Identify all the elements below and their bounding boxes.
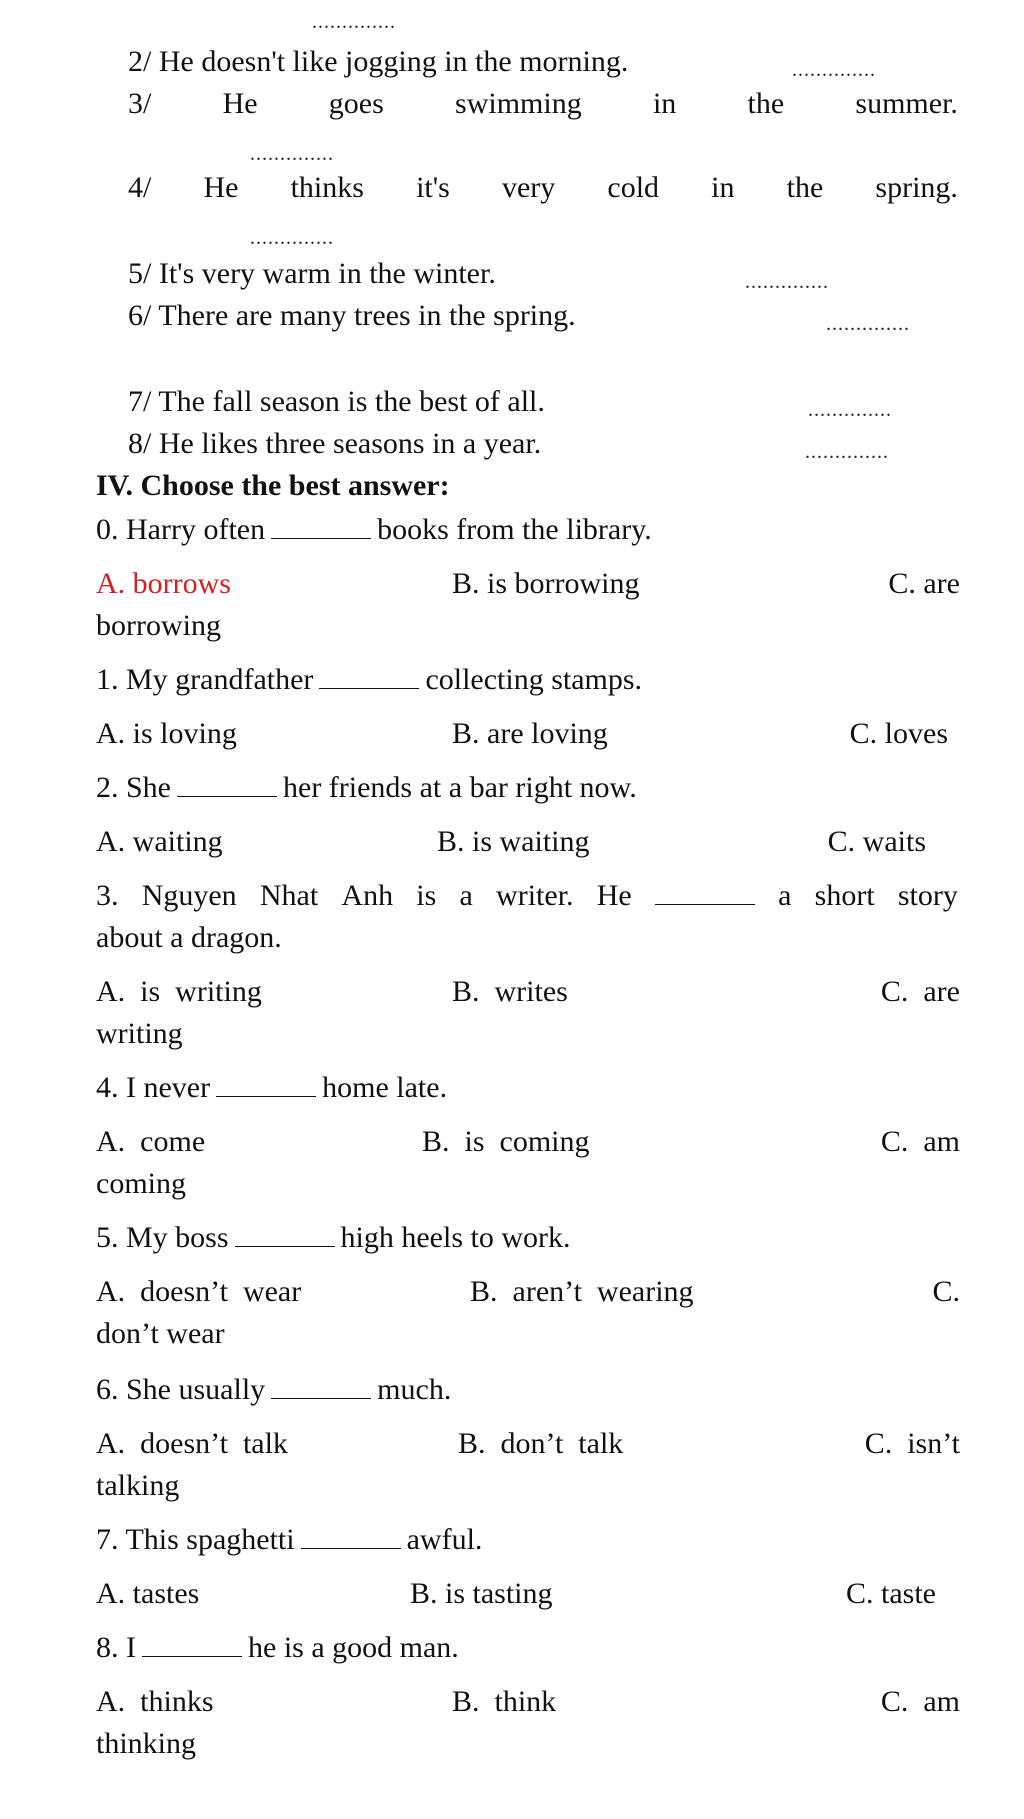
option-4-b: B. is coming xyxy=(422,1125,590,1158)
item-3-w3: swimming xyxy=(455,87,582,120)
item-8-text: He likes three seasons in a year. xyxy=(158,427,542,460)
question-8 xyxy=(96,1630,459,1666)
question-5-blank xyxy=(235,1220,335,1247)
option-5-c-wrap: don’t wear xyxy=(96,1317,225,1350)
question-0-blank xyxy=(271,512,371,539)
option-3-a: A. is writing xyxy=(96,975,262,1008)
question-3-wrap: about a dragon. xyxy=(96,921,282,954)
item-7-text: The fall season is the best of all. xyxy=(158,385,545,418)
question-3-w8: a xyxy=(778,879,792,912)
item-2-num: 2/ xyxy=(128,45,152,78)
option-4-c: C. am xyxy=(880,1125,960,1158)
item-3-w2: goes xyxy=(328,87,384,120)
option-3-c: C. are xyxy=(880,975,960,1008)
question-6-stem: 6. She usually xyxy=(96,1373,266,1406)
item-6-text: There are many trees in the spring. xyxy=(158,299,576,332)
question-6-blank xyxy=(271,1372,371,1399)
option-7-b: B. is tasting xyxy=(410,1577,553,1610)
item-8-dots: .............. xyxy=(805,441,889,463)
option-2-c: C. waits xyxy=(827,825,926,858)
question-4-blank xyxy=(216,1070,316,1097)
item-3-w5: the xyxy=(747,87,785,120)
item-4-w5: cold xyxy=(607,171,660,204)
item-8 xyxy=(128,426,541,462)
item-7 xyxy=(128,384,545,420)
item-4-w2: thinks xyxy=(290,171,364,204)
question-8-blank xyxy=(142,1630,242,1657)
option-7-a: A. tastes xyxy=(96,1577,200,1610)
question-3-w9: short xyxy=(814,879,875,912)
option-0-a-correct: A. borrows xyxy=(96,567,231,600)
option-3-c-wrap: writing xyxy=(96,1017,183,1050)
question-3 xyxy=(96,878,958,914)
question-4-stem: 4. I never xyxy=(96,1071,211,1104)
option-5-c: C. xyxy=(932,1275,960,1308)
option-6-b: B. don’t talk xyxy=(458,1427,624,1460)
question-0 xyxy=(96,512,652,548)
item-4-w7: the xyxy=(786,171,824,204)
item-7-num: 7/ xyxy=(128,385,152,418)
option-7-c: C. taste xyxy=(846,1577,936,1610)
option-1-c: C. loves xyxy=(849,717,948,750)
option-5-b: B. aren’t wearing xyxy=(470,1275,694,1308)
item-4-w1: He xyxy=(203,171,239,204)
item-3-w6: summer. xyxy=(855,87,958,120)
question-3-w1: Nguyen xyxy=(141,879,237,912)
answer-dots-top: .............. xyxy=(312,11,396,33)
item-4-w8: spring. xyxy=(875,171,958,204)
option-6-c-wrap: talking xyxy=(96,1469,180,1502)
option-1-a: A. is loving xyxy=(96,717,237,750)
option-1-b: B. are loving xyxy=(452,717,608,750)
item-2 xyxy=(128,44,628,80)
option-2-b: B. is waiting xyxy=(437,825,590,858)
item-6-dots: .............. xyxy=(826,313,910,335)
question-6 xyxy=(96,1372,451,1408)
question-3-w5: a xyxy=(459,879,473,912)
item-5-text: It's very warm in the winter. xyxy=(158,257,496,290)
option-8-a: A. thinks xyxy=(96,1685,214,1718)
item-4-w6: in xyxy=(711,171,735,204)
question-2-stem: 2. She xyxy=(96,771,171,804)
question-2 xyxy=(96,770,637,806)
question-7-blank xyxy=(301,1522,401,1549)
question-0-stem: 0. Harry often xyxy=(96,513,266,546)
option-0-c-wrap: borrowing xyxy=(96,609,221,642)
item-5-dots: .............. xyxy=(745,271,829,293)
question-8-stem: 8. I xyxy=(96,1631,136,1664)
item-5 xyxy=(128,256,496,292)
item-7-dots: .............. xyxy=(808,399,892,421)
question-0-rest: books from the library. xyxy=(377,513,652,546)
option-8-c-wrap: thinking xyxy=(96,1727,197,1760)
item-4-dots: .............. xyxy=(250,227,334,249)
question-3-w10: story xyxy=(897,879,958,912)
question-7-stem: 7. This spaghetti xyxy=(96,1523,295,1556)
question-3-blank xyxy=(655,878,755,905)
question-1-rest: collecting stamps. xyxy=(425,663,643,696)
item-6-num: 6/ xyxy=(128,299,152,332)
option-0-c: C. are xyxy=(888,567,960,600)
option-3-b: B. writes xyxy=(452,975,568,1008)
option-5-a: A. doesn’t wear xyxy=(96,1275,302,1308)
question-2-rest: her friends at a bar right now. xyxy=(283,771,637,804)
item-8-num: 8/ xyxy=(128,427,152,460)
item-3-dots: .............. xyxy=(250,143,334,165)
cut-off-next-line xyxy=(95,1806,975,1819)
item-3-w0: 3/ xyxy=(128,87,152,120)
option-2-a: A. waiting xyxy=(96,825,223,858)
question-8-rest: he is a good man. xyxy=(248,1631,459,1664)
option-6-a: A. doesn’t talk xyxy=(96,1427,288,1460)
question-6-rest: much. xyxy=(377,1373,452,1406)
item-4-w0: 4/ xyxy=(128,171,152,204)
question-7-rest: awful. xyxy=(406,1523,483,1556)
option-4-c-wrap: coming xyxy=(96,1167,186,1200)
question-5 xyxy=(96,1220,571,1256)
question-3-w3: Anh xyxy=(341,879,394,912)
question-7 xyxy=(96,1522,482,1558)
question-3-w4: is xyxy=(416,879,437,912)
option-8-b: B. think xyxy=(452,1685,557,1718)
question-4 xyxy=(96,1070,447,1106)
option-6-c: C. isn’t xyxy=(864,1427,960,1460)
item-2-text: He doesn't like jogging in the morning. xyxy=(158,45,629,78)
question-2-blank xyxy=(177,770,277,797)
item-4-w4: very xyxy=(501,171,556,204)
question-5-rest: high heels to work. xyxy=(340,1221,571,1254)
item-5-num: 5/ xyxy=(128,257,152,290)
question-5-stem: 5. My boss xyxy=(96,1221,229,1254)
question-3-w7: He xyxy=(596,879,632,912)
question-3-w0: 3. xyxy=(96,879,119,912)
item-3-w4: in xyxy=(652,87,677,120)
item-4 xyxy=(128,170,958,206)
section-heading: IV. Choose the best answer: xyxy=(96,469,450,502)
option-4-a: A. come xyxy=(96,1125,206,1158)
option-8-c: C. am xyxy=(880,1685,960,1718)
item-2-dots: .............. xyxy=(792,59,876,81)
question-3-w2: Nhat xyxy=(259,879,319,912)
question-1-stem: 1. My grandfather xyxy=(96,663,314,696)
option-0-b: B. is borrowing xyxy=(452,567,640,600)
item-6 xyxy=(128,298,576,334)
item-3-w1: He xyxy=(222,87,258,120)
item-3 xyxy=(128,86,958,122)
question-1-blank xyxy=(319,662,419,689)
question-3-w6: writer. xyxy=(496,879,574,912)
question-4-rest: home late. xyxy=(322,1071,448,1104)
question-1 xyxy=(96,662,642,698)
item-4-w3: it's xyxy=(416,171,450,204)
